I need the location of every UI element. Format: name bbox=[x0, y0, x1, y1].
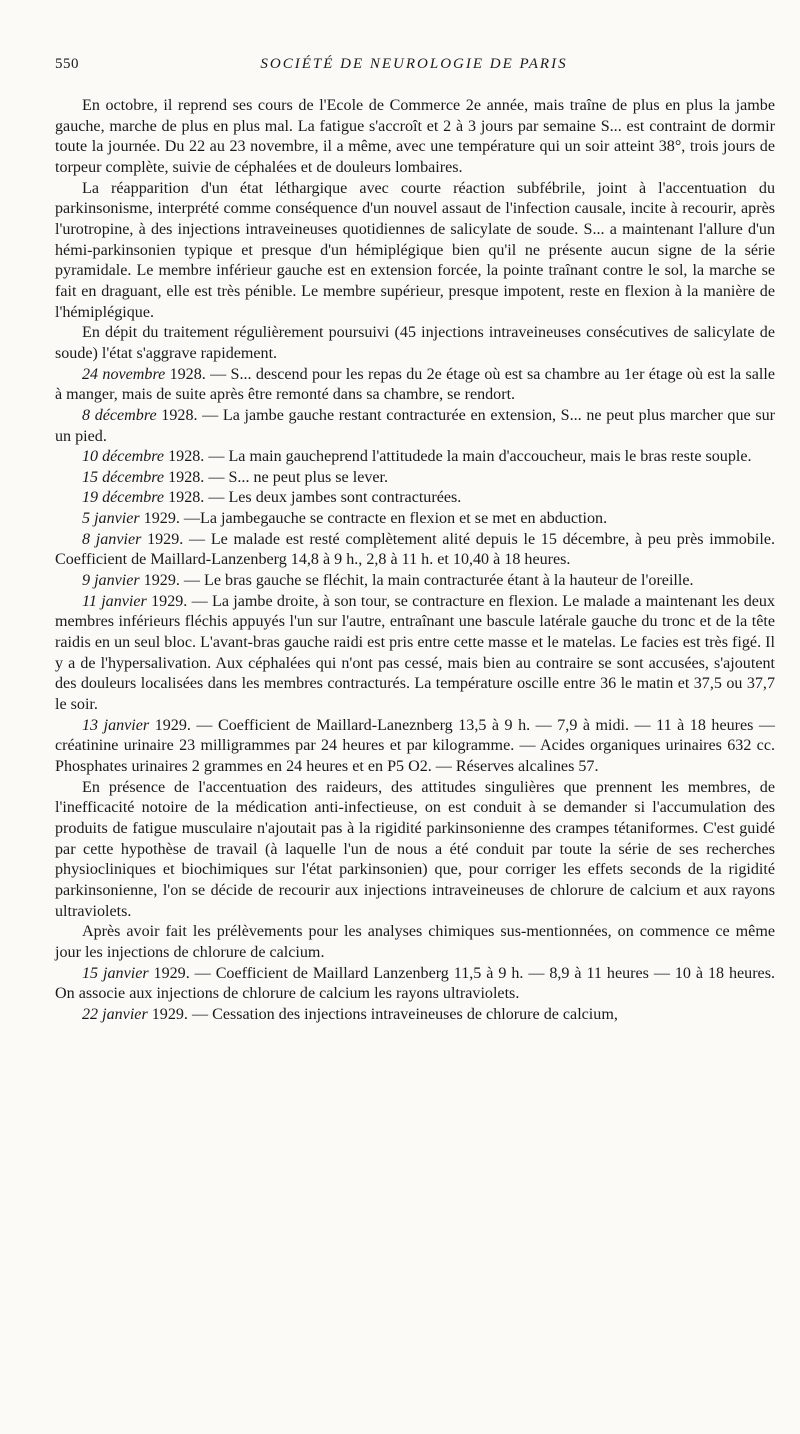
paragraph: En présence de l'accentuation des raideurs, des attitudes singulières que prennent les membres, de l'inefficacité notoire de la médication anti-infectieuse, on est conduit à se demander si l'accumulation des produits de fatigue musculaire n'ajoutait pas à la rigidité parkinsonienne des crampes tétaniformes. C'est guidé par cette hypothèse de travail (à laquelle l'un de nous a été conduit par toute la série de ses recherches physiocliniques et biochimiques sur l'état parkinsonien) que, pour corriger les effets seconds de la rigidité parkinsonienne, l'on se décide de recourir aux injections intraveineuses de chlorure de calcium et aux rayons ultraviolets. bbox=[55, 778, 775, 920]
entry-date: 15 décembre bbox=[82, 468, 165, 486]
dated-entry: 9 janvier 1929. — Le bras gauche se fléchit, la main contracturée étant à la hauteur de l'oreille. bbox=[82, 572, 694, 590]
entry-date: 13 janvier bbox=[82, 716, 150, 734]
entry-date: 9 janvier bbox=[82, 572, 140, 590]
dated-entry: 13 janvier 1929. — Coefficient de Maillard-Laneznberg 13,5 à 9 h. — 7,9 à midi. — 11 à 18 heures — créatinine urinaire 23 milligrammes par 24 heures et par kilogramme. — Acides organiques urinaires 632 cc. Phosphates urinaires 2 grammes en 24 heures et en P5 O2. — Réserves alcalines 57. bbox=[55, 716, 775, 775]
page-number: 550 bbox=[55, 56, 79, 72]
entry-date: 19 décembre bbox=[82, 489, 165, 507]
dated-entry: 5 janvier 1929. —La jambegauche se contracte en flexion et se met en abduction. bbox=[82, 510, 608, 528]
paragraph: Après avoir fait les prélèvements pour les analyses chimiques sus-mentionnées, on commence ce même jour les injections de chlorure de calcium. bbox=[55, 923, 775, 961]
page-header bbox=[55, 56, 773, 78]
entry-date: 5 janvier bbox=[82, 510, 140, 528]
dated-entry: 19 décembre 1928. — Les deux jambes sont contracturées. bbox=[82, 489, 462, 507]
entry-date: 8 janvier bbox=[82, 530, 142, 548]
paragraph: En dépit du traitement régulièrement poursuivi (45 injections intraveineuses consécutives de salicylate de soude) l'état s'aggrave rapidement. bbox=[55, 324, 775, 362]
entry-date: 24 novembre bbox=[82, 365, 166, 383]
dated-entry: 10 décembre 1928. — La main gaucheprend l'attitudede la main d'accoucheur, mais le bras reste souple. bbox=[82, 448, 752, 466]
entry-date: 15 janvier bbox=[82, 964, 149, 982]
dated-entry: 11 janvier 1929. — La jambe droite, à son tour, se contracture en flexion. Le malade a maintenant les deux membres inférieurs fléchis appuyés l'un sur l'autre, entraînant une bascule latérale gauche du tronc et de la tête raidis en un seul bloc. L'avant-bras gauche raidi est pris entre cette masse et le matelas. Le facies est très figé. Il y a de l'hypersalivation. Aux céphalées qui n'ont pas cessé, mais bien au contraire se sont accusées, s'ajoutent des douleurs localisées dans les membres contracturés. La température oscille entre 36 le matin et 37,5 ou 37,7 le soir. bbox=[55, 592, 776, 714]
article-body bbox=[55, 96, 775, 1026]
dated-entry: 15 janvier 1929. — Coefficient de Maillard Lanzenberg 11,5 à 9 h. — 8,9 à 11 heures — 10 à 18 heures. On associe aux injections de chlorure de calcium les rayons ultraviolets. bbox=[55, 964, 775, 1003]
dated-entry: 15 décembre 1928. — S... ne peut plus se lever. bbox=[82, 468, 389, 486]
entry-date: 11 janvier bbox=[82, 592, 147, 610]
dated-entry: 8 décembre 1928. — La jambe gauche restant contracturée en extension, S... ne peut plus marcher que sur un pied. bbox=[55, 406, 775, 445]
dated-entry: 24 novembre 1928. — S... descend pour les repas du 2e étage où est sa chambre au 1er étage où est la salle à manger, mais de suite après être remonté dans sa chambre, se rendort. bbox=[55, 365, 775, 404]
entry-date: 10 décembre bbox=[82, 448, 165, 466]
entry-date: 22 janvier bbox=[82, 1005, 148, 1023]
paragraph: En octobre, il reprend ses cours de l'Ecole de Commerce 2e année, mais traîne de plus en plus la jambe gauche, marche de plus en plus mal. La fatigue s'accroît et 2 à 3 jours par semaine S... est contraint de dormir toute la journée. Du 22 au 23 novembre, il a même, avec une température qui un soir atteint 38°, trois jours de torpeur complète, suivie de céphalées et de douleurs lombaires. bbox=[55, 97, 775, 176]
dated-entry: 22 janvier 1929. — Cessation des injections intraveineuses de chlorure de calcium, bbox=[82, 1005, 618, 1023]
running-title: SOCIÉTÉ DE NEUROLOGIE DE PARIS bbox=[260, 56, 568, 72]
paragraph: La réapparition d'un état léthargique avec courte réaction subfébrile, joint à l'accentuation du parkinsonisme, interprété comme conséquence d'un nouvel assaut de l'infection causale, incite à recourir, après l'urotropine, à des injections intraveineuses quotidiennes de salicylate de soude. S... a maintenant l'allure d'un hémi-parkinsonien typique et presque d'un hémiplégique bien qu'il ne présente aucun signe de la série pyramidale. Le membre inférieur gauche est en extension forcée, la pointe traînant contre le sol, la marche se fait en draguant, elle est très pénible. Le membre supérieur, presque impotent, reste en flexion à la manière de l'hémiplégique. bbox=[55, 179, 775, 321]
dated-entry: 8 janvier 1929. — Le malade est resté complètement alité depuis le 15 décembre, à peu près immobile. Coefficient de Maillard-Lanzenberg 14,8 à 9 h., 2,8 à 11 h. et 10,40 à 18 heures. bbox=[55, 530, 775, 569]
entry-date: 8 décembre bbox=[82, 406, 157, 424]
